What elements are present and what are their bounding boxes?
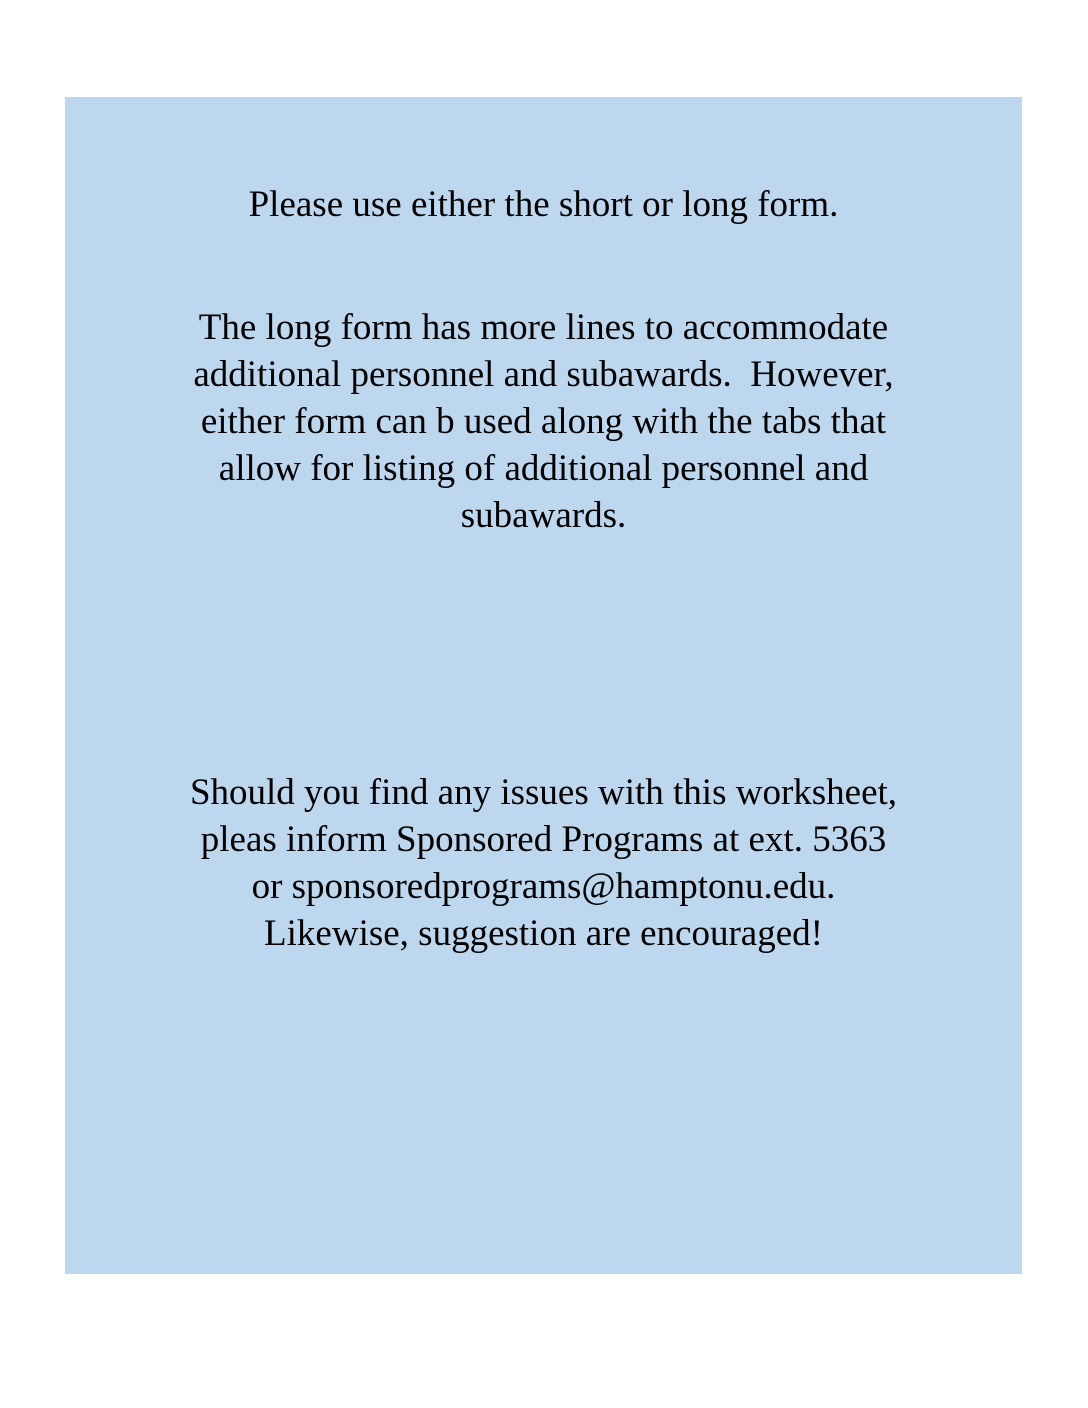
contact-email-line: or sponsoredprograms@hamptonu.edu.	[251, 866, 836, 907]
contact-notice	[65, 769, 1022, 957]
form-choice-instruction	[65, 181, 1022, 228]
explanation-line: either form can b used along with the tabs that	[200, 401, 887, 442]
instruction-line: Please use either the short or long form.	[248, 184, 839, 225]
explanation-line: allow for listing of additional personnel and	[218, 448, 869, 489]
instruction-panel	[65, 97, 1022, 1274]
long-form-explanation	[65, 304, 1022, 539]
explanation-line: additional personnel and subawards. However,	[193, 354, 894, 395]
explanation-line: subawards.	[460, 495, 627, 536]
contact-line: Likewise, suggestion are encouraged!	[264, 913, 823, 954]
contact-line: pleas inform Sponsored Programs at ext. 5363	[200, 819, 887, 860]
explanation-line: The long form has more lines to accommodate	[198, 307, 889, 348]
contact-line: Should you find any issues with this worksheet,	[189, 772, 898, 813]
